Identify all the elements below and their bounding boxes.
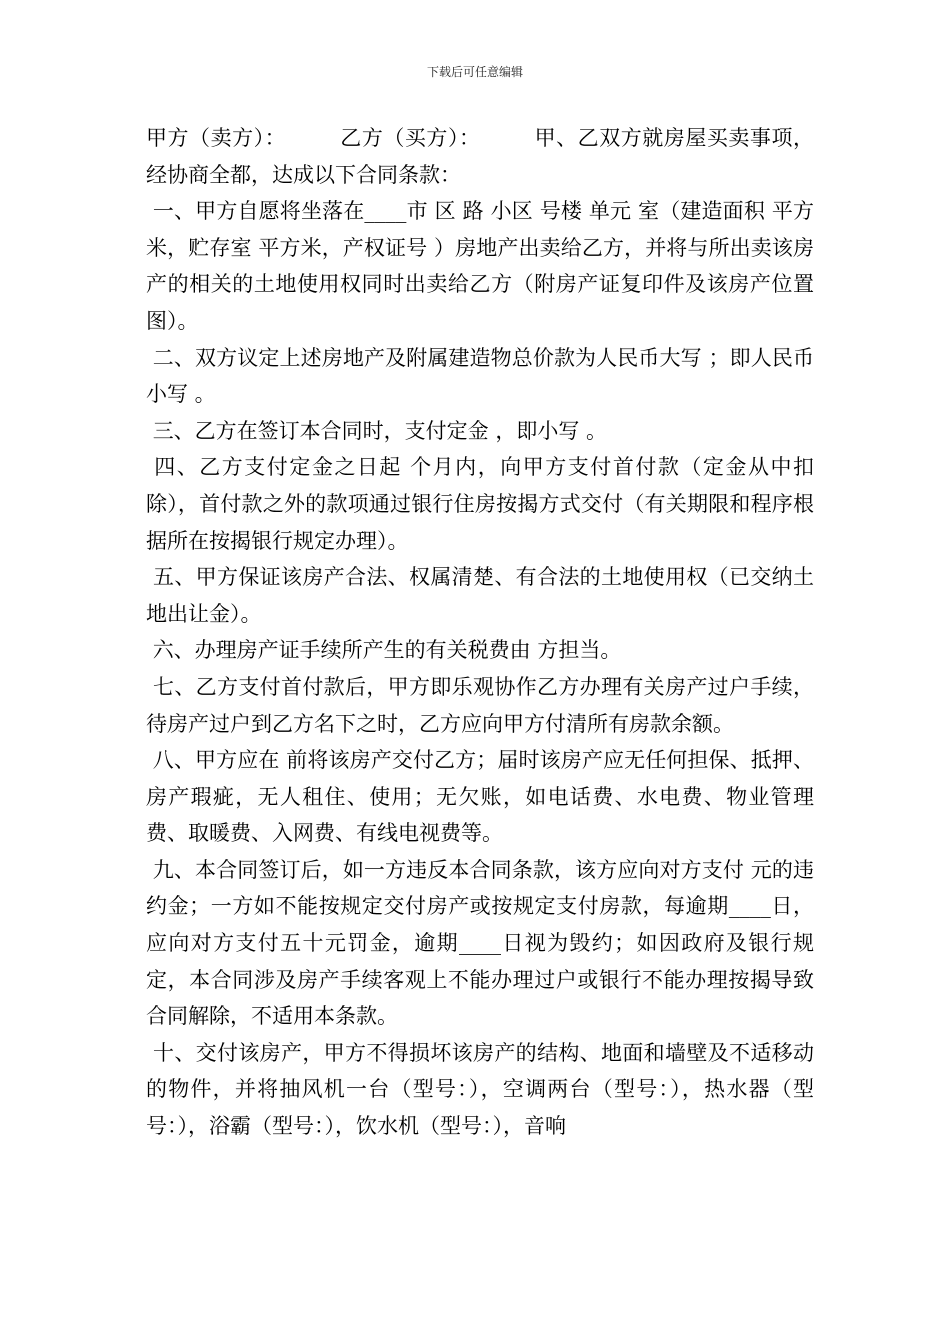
contract-intro-paragraph: 甲方（卖方）： 乙方（买方）： 甲、乙双方就房屋买卖事项，经协商全都，达成以下合同条款： [146, 126, 814, 187]
clause-1-paragraph: 一、甲方自愿将坐落在____市 区 路 小区 号楼 单元 室（建造面积 平方米，贮存室 平方米，产权证号 ）房地产出卖给乙方，并将与所出卖该房产的相关的土地使用权同时出卖给乙方（附房产证复印件及该房产位置图）。 [146, 199, 814, 333]
clause-2-paragraph: 二、双方议定上述房地产及附属建造物总价款为人民币大写 ；即人民币小写 。 [146, 345, 814, 407]
clause-10-paragraph: 十、交付该房产，甲方不得损坏该房产的结构、地面和墙壁及不适移动的物件，并将抽风机一台（型号：），空调两台（型号：），热水器（型号：），浴霸（型号：），饮水机（型号：），音响 [146, 1040, 814, 1139]
clause-5-paragraph: 五、甲方保证该房产合法、权属清楚、有合法的土地使用权（已交纳土地出让金）。 [146, 565, 814, 626]
clause-4-paragraph: 四、乙方支付定金之日起 个月内，向甲方支付首付款（定金从中扣除），首付款之外的款项通过银行住房按揭方式交付（有关期限和程序根据所在按揭银行规定办理）。 [146, 455, 814, 553]
clause-3-paragraph: 三、乙方在签订本合同时，支付定金 ，即小写 。 [146, 418, 608, 443]
clause-9-paragraph: 九、本合同签订后，如一方违反本合同条款，该方应向对方支付 元的违约金；一方如不能按规定交付房产或按规定支付房款，每逾期____日，应向对方支付五十元罚金，逾期____日视为毁约；如因政府及银行规定，本合同涉及房产手续客观上不能办理过户或银行不能办理按揭导致合同解除，不适用本条款。 [146, 857, 814, 1029]
clause-7-paragraph: 七、乙方支付首付款后，甲方即乐观协作乙方办理有关房产过户手续，待房产过户到乙方名下之时，乙方应向甲方付清所有房款余额。 [146, 674, 814, 736]
contract-body [146, 120, 814, 1145]
clause-6-paragraph: 六、办理房产证手续所产生的有关税费由 方担当。 [146, 638, 622, 663]
page-header-note: 下载后可任意编辑 [426, 65, 523, 79]
clause-8-paragraph: 八、甲方应在 前将该房产交付乙方；届时该房产应无任何担保、抵押、房产瑕疵，无人租住、使用；无欠账，如电话费、水电费、物业管理费、取暖费、入网费、有线电视费等。 [146, 748, 814, 846]
